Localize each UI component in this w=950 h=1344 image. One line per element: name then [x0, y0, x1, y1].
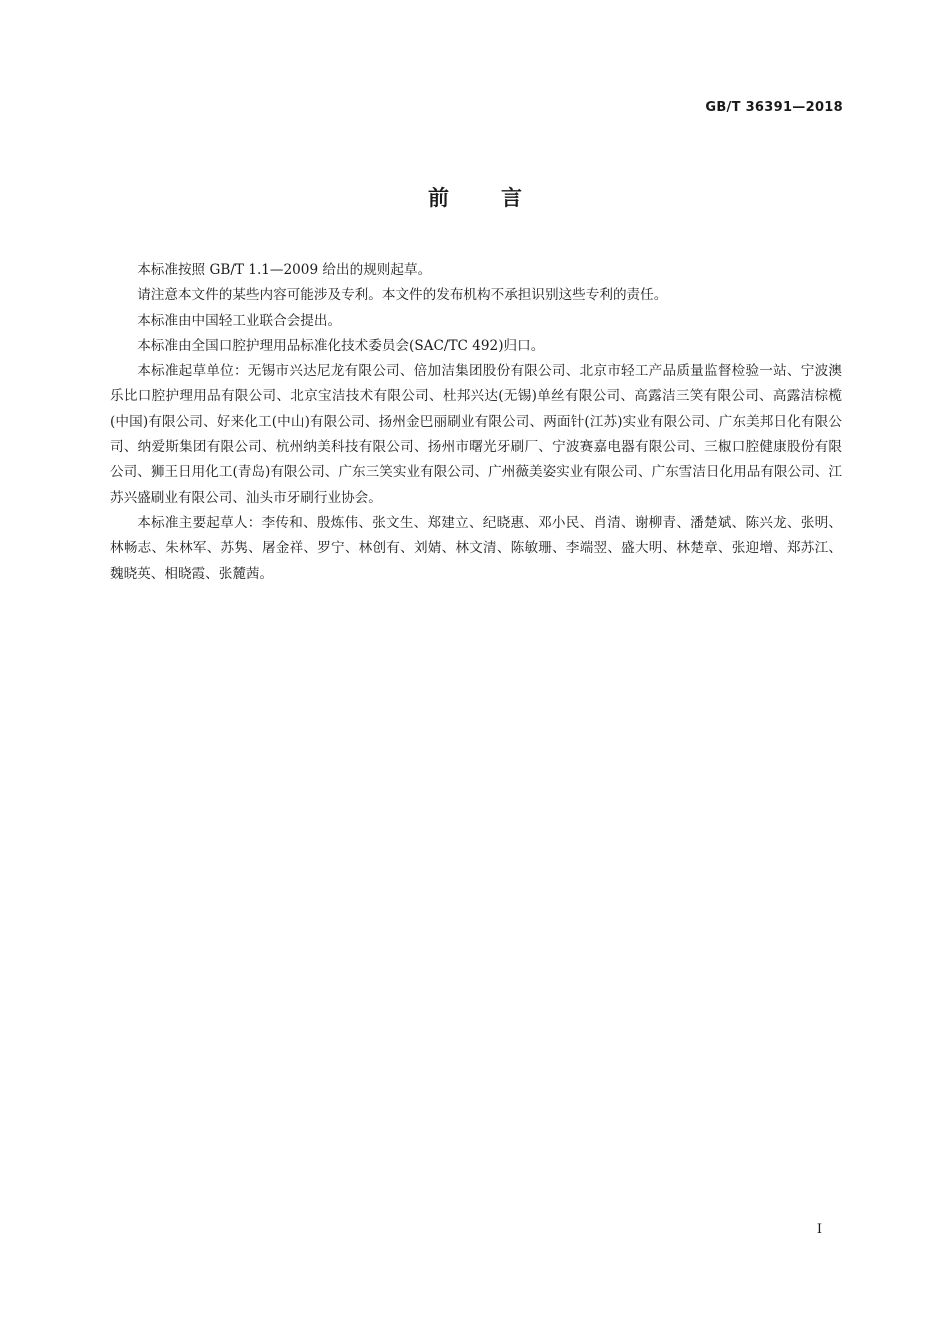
page-title: 前言 [428, 186, 574, 210]
page-number: I [816, 1222, 822, 1237]
paragraph-technical-committee: 本标准由全国口腔护理用品标准化技术委员会(SAC/TC 492)归口。 [137, 337, 545, 354]
paragraph-drafting-rules: 本标准按照 GB/T 1.1—2009 给出的规则起草。 [137, 262, 432, 278]
paragraph-drafting-units: 本标准起草单位：无锡市兴达尼龙有限公司、倍加洁集团股份有限公司、北京市轻工产品质量监督检验一站、宁波澳乐比口腔护理用品有限公司、北京宝洁技术有限公司、杜邦兴达(无锡)单丝有限公司、高露洁三笑有限公司、高露洁棕榄(中国)有限公司、好来化工(中山)有限公司、扬州金巴丽刷业有限公司、两面针(江苏)实业有限公司、广东美邦日化有限公司、纳爱斯集团有限公司、杭州纳美科技有限公司、扬州市曙光牙刷厂、宁波赛嘉电器有限公司、三椒口腔健康股份有限公司、狮王日用化工(青岛)有限公司、广东三笑实业有限公司、广州薇美姿实业有限公司、广东雪洁日化用品有限公司、江苏兴盛刷业有限公司、汕头市牙刷行业协会。 [110, 363, 842, 506]
paragraph-drafters: 本标准主要起草人：李传和、殷炼伟、张文生、郑建立、纪晓惠、邓小民、肖清、谢柳青、潘楚斌、陈兴龙、张明、林畅志、朱林军、苏隽、屠金祥、罗宁、林创有、刘婧、林文清、陈敏珊、李端翌、盛大明、林楚章、张迎增、郑苏江、魏晓英、相晓霞、张麓茜。 [110, 514, 842, 582]
standard-code: GB/T 36391—2018 [705, 100, 843, 115]
document-body [110, 258, 842, 587]
paragraph-patent-notice: 请注意本文件的某些内容可能涉及专利。本文件的发布机构不承担识别这些专利的责任。 [137, 287, 668, 304]
paragraph-proposer: 本标准由中国轻工业联合会提出。 [137, 312, 342, 329]
